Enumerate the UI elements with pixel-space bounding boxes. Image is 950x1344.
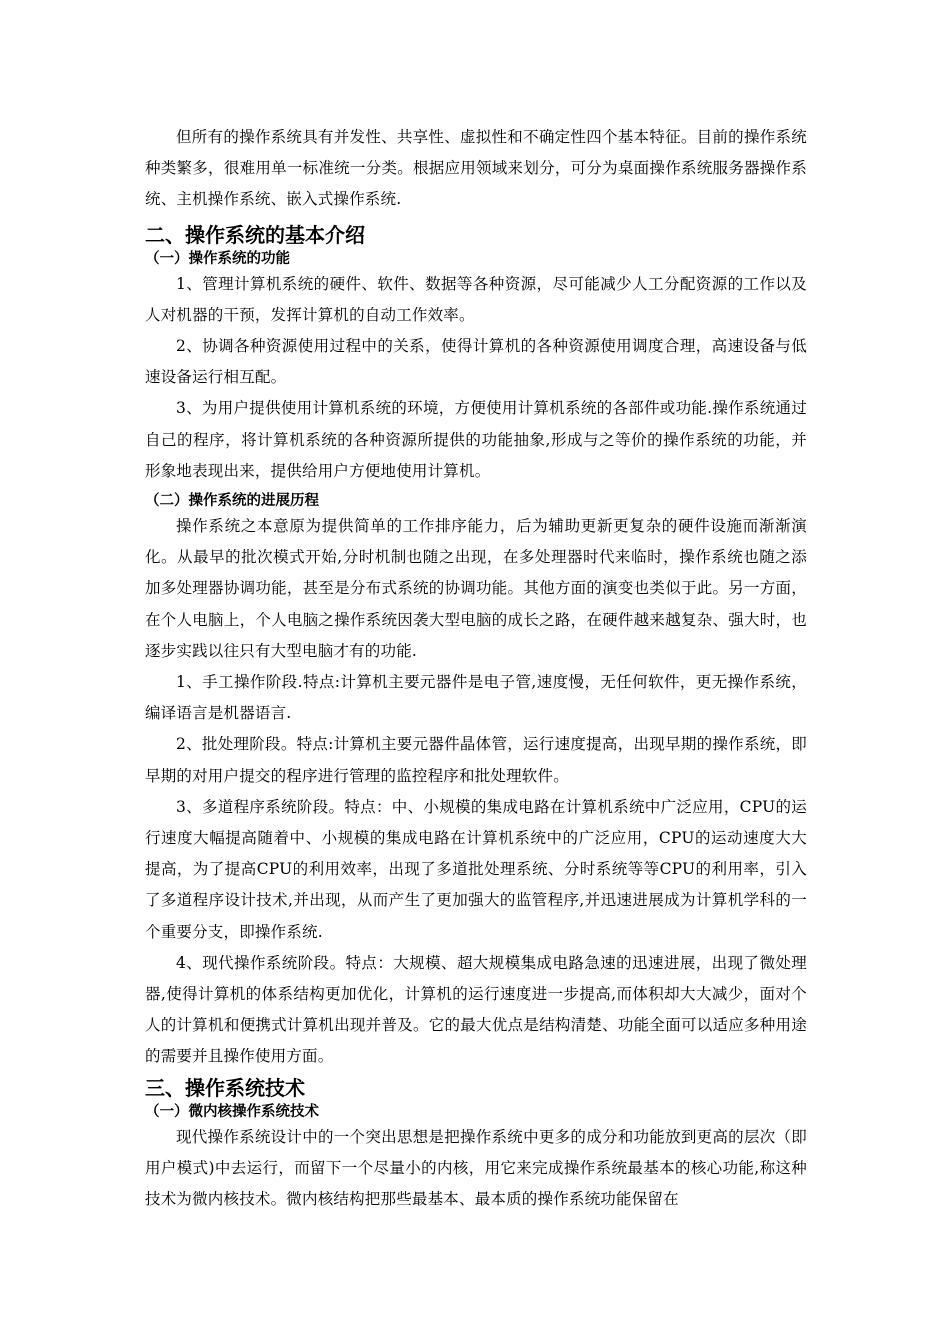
function-item-2: 2、协调各种资源使用过程中的关系，使得计算机的各种资源使用调度合理，高速设备与低速设备运行相互配。: [145, 337, 807, 387]
history-stage-3: 3、多道程序系统阶段。特点：中、小规模的集成电路在计算机系统中广泛应用，CPU的运行速度大幅提高随着中、小规模的集成电路在计算机系统中的广泛应用，CPU的运动速度大大提高，为了提高CPU的利用效率，出现了多道批处理系统、分时系统等等CPU的利用率，引入了多道程序设计技术,并出现，从而产生了更加强大的监管程序,并迅速进展成为计算机学科的一个重要分支，即操作系统.: [145, 797, 807, 941]
history-stage-2: 2、批处理阶段。特点:计算机主要元器件晶体管，运行速度提高，出现早期的操作系统，即早期的对用户提交的程序进行管理的监控程序和批处理软件。: [145, 735, 807, 785]
section-heading-basic-intro: 二、操作系统的基本介绍: [145, 222, 365, 247]
function-item-1: 1、管理计算机系统的硬件、软件、数据等各种资源，尽可能减少人工分配资源的工作以及人对机器的干预，发挥计算机的自动工作效率。: [145, 274, 807, 324]
microkernel-paragraph: 现代操作系统设计中的一个突出思想是把操作系统中更多的成分和功能放到更高的层次（即用户模式)中去运行，而留下一个尽量小的内核，用它来完成操作系统最基本的核心功能,称这种技术为微内核技术。微内核结构把那些最基本、最本质的操作系统功能保留在: [145, 1127, 807, 1209]
subsection-heading-microkernel: （一）微内核操作系统技术: [145, 1103, 319, 1120]
document-page: [145, 122, 807, 1215]
subsection-heading-functions: （一）操作系统的功能: [145, 250, 290, 267]
history-intro-paragraph: 操作系统之本意原为提供简单的工作排序能力，后为辅助更新更复杂的硬件设施而渐渐演化。从最早的批次模式开始,分时机制也随之出现，在多处理器时代来临时，操作系统也随之添加多处理器协调功能，甚至是分布式系统的协调功能。其他方面的演变也类似于此。另一方面，在个人电脑上，个人电脑之操作系统因袭大型电脑的成长之路，在硬件越来越复杂、强大时，也逐步实践以往只有大型电脑才有的功能.: [145, 517, 807, 660]
history-stage-4: 4、现代操作系统阶段。特点：大规模、超大规模集成电路急速的迅速进展，出现了微处理器,使得计算机的体系结构更加优化，计算机的运行速度进一步提高,而体积却大大减少，面对个人的计算机和便携式计算机出现并普及。它的最大优点是结构清楚、功能全面可以适应多种用途的需要并且操作使用方面。: [145, 953, 807, 1066]
history-stage-1: 1、手工操作阶段.特点:计算机主要元器件是电子管,速度慢，无任何软件，更无操作系统，编译语言是机器语言.: [145, 673, 807, 723]
subsection-heading-history: （二）操作系统的进展历程: [145, 493, 319, 510]
intro-paragraph: 但所有的操作系统具有并发性、共享性、虚拟性和不确定性四个基本特征。目前的操作系统种类繁多，很难用单一标准统一分类。根据应用领域来划分，可分为桌面操作系统服务器操作系统、主机操作系统、嵌入式操作系统.: [145, 128, 807, 209]
section-heading-os-technology: 三、操作系统技术: [145, 1075, 305, 1100]
function-item-3: 3、为用户提供使用计算机系统的环境，方便使用计算机系统的各部件或功能.操作系统通过自己的程序，将计算机系统的各种资源所提供的功能抽象,形成与之等价的操作系统的功能，并形象地表现出来，提供给用户方便地使用计算机。: [145, 399, 807, 480]
